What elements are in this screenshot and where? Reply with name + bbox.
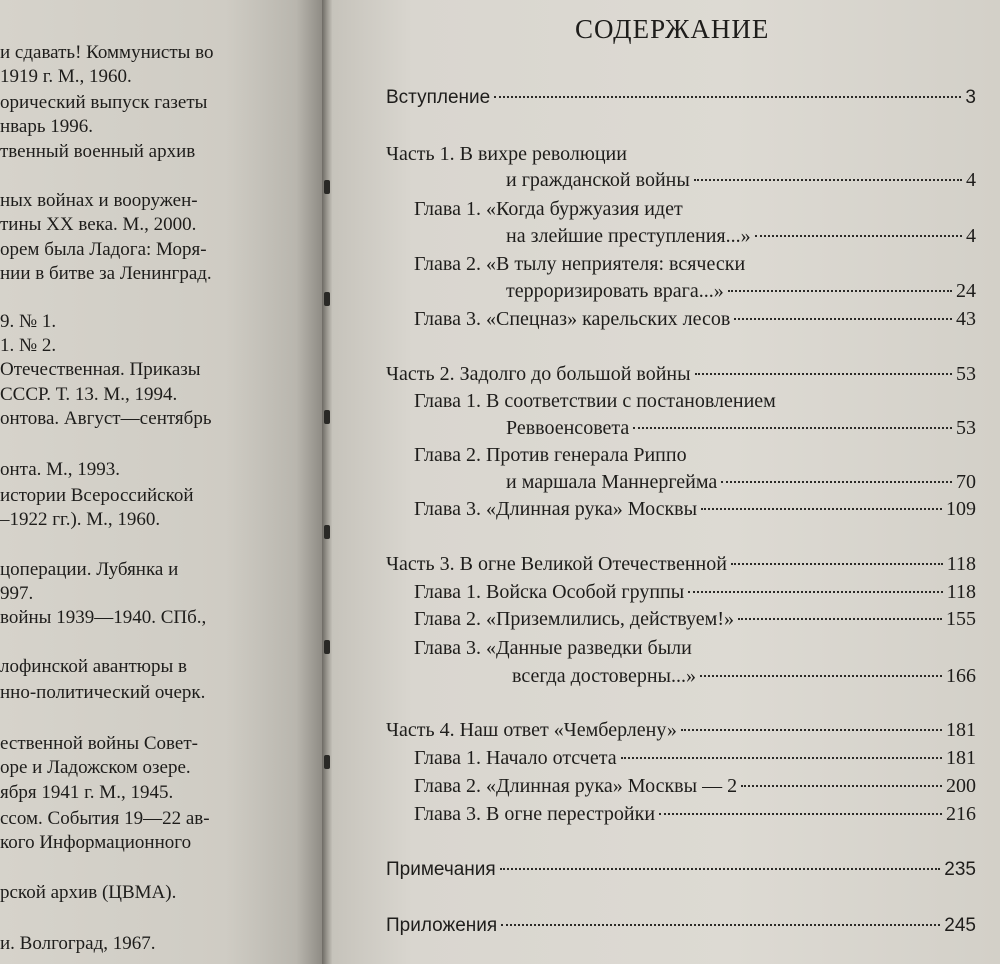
binding-stitch: [324, 755, 330, 769]
toc-page-number: 3: [965, 87, 976, 108]
binding-stitch: [324, 525, 330, 539]
dot-leader: [734, 318, 952, 320]
toc-page-number: 43: [956, 308, 976, 330]
bib-line: СССР. Т. 13. М., 1994.: [0, 384, 178, 405]
toc-chapter: [506, 470, 976, 494]
bib-line: кого Информационного: [0, 832, 192, 853]
toc-entry-intro: [386, 86, 976, 110]
bib-line: нварь 1996.: [0, 116, 93, 137]
dot-leader: [738, 618, 942, 620]
toc-entry-label: Часть 2. Задолго до большой войны: [386, 363, 691, 385]
toc-page-number: 166: [946, 665, 976, 687]
binding-stitch: [324, 410, 330, 424]
toc-part-3: [386, 552, 976, 576]
dot-leader: [721, 481, 952, 483]
dot-leader: [633, 427, 952, 429]
toc-page-number: 4: [966, 169, 976, 191]
toc-entry-label: Глава 2. «Длинная рука» Москвы — 2: [414, 775, 738, 797]
toc-part-4: [386, 718, 976, 742]
bib-line: ября 1941 г. М., 1945.: [0, 782, 174, 803]
binding-stitch: [324, 640, 330, 654]
toc-page-number: 181: [946, 747, 976, 769]
bib-line: онтова. Август—сентябрь: [0, 408, 212, 429]
bib-line: 997.: [0, 583, 34, 604]
toc-chapter: [512, 664, 976, 688]
dot-leader: [688, 591, 943, 593]
toc-part-2: [386, 362, 976, 386]
dot-leader: [700, 675, 942, 677]
toc-chapter-title: Глава 2. Против генерала Риппо: [414, 444, 687, 466]
toc-entry-label: и гражданской войны: [506, 169, 690, 191]
toc-entry-label: терроризировать врага...»: [506, 280, 724, 302]
dot-leader: [659, 813, 942, 815]
toc-page-number: 181: [946, 719, 976, 741]
toc-page-number: 109: [946, 498, 976, 520]
toc-page-number: 155: [946, 608, 976, 630]
toc-entry-label: Глава 1. Войска Особой группы: [414, 581, 685, 603]
toc-chapter: [414, 774, 976, 798]
toc-page-number: 118: [946, 553, 976, 575]
toc-entry-label: Приложения: [386, 915, 498, 936]
toc-entry-label: Часть 3. В огне Великой Отечественной: [386, 553, 727, 575]
toc-entry-label: всегда достоверны...»: [512, 665, 696, 687]
dot-leader: [731, 563, 943, 565]
toc-page-number: 245: [944, 915, 976, 936]
toc-page-number: 4: [966, 225, 976, 247]
dot-leader: [755, 235, 962, 237]
bib-line: ных войнах и вооружен-: [0, 190, 198, 211]
dot-leader: [741, 785, 942, 787]
dot-leader: [701, 508, 942, 510]
toc-entry-label: и маршала Маннергейма: [506, 471, 718, 493]
bib-line: нно-политический очерк.: [0, 682, 206, 703]
toc-entry-label: Часть 4. Наш ответ «Чемберлену»: [386, 719, 677, 741]
toc-entry-label: Глава 2. «Приземлились, действуем!»: [414, 608, 734, 630]
toc-chapter: [414, 497, 976, 521]
toc-chapter: [414, 580, 976, 604]
toc-chapter: [506, 416, 976, 440]
toc-entry-appendix: [386, 914, 976, 938]
book-gutter: [322, 0, 332, 964]
dot-leader: [500, 868, 941, 870]
bib-line: ссом. События 19—22 ав-: [0, 808, 210, 829]
toc-entry-label: Глава 3. В огне перестройки: [414, 803, 656, 825]
toc-entry-label: Глава 1. Начало отсчета: [414, 747, 617, 769]
toc-page-number: 53: [956, 363, 976, 385]
toc-chapter-title: Глава 3. «Данные разведки были: [414, 637, 692, 659]
toc-chapter: [506, 224, 976, 248]
toc-entry-label: Вступление: [386, 87, 491, 108]
toc-page-number: 24: [956, 280, 976, 302]
toc-page-number: 70: [956, 471, 976, 493]
dot-leader: [694, 179, 962, 181]
toc-chapter-title: Глава 1. «Когда буржуазия идет: [414, 198, 683, 220]
bib-line: ественной войны Совет-: [0, 733, 198, 754]
dot-leader: [494, 96, 961, 98]
toc-entry-label: Примечания: [386, 859, 496, 880]
bib-line: лофинской авантюры в: [0, 656, 187, 677]
bib-line: и. Волгоград, 1967.: [0, 933, 156, 954]
bib-line: оре и Ладожском озере.: [0, 757, 191, 778]
toc-page-number: 53: [956, 417, 976, 439]
bib-line: рской архив (ЦВМА).: [0, 882, 177, 903]
bib-line: и сдавать! Коммунисты во: [0, 42, 214, 63]
dot-leader: [681, 729, 942, 731]
bib-line: цоперации. Лубянка и: [0, 559, 179, 580]
bib-line: 1. № 2.: [0, 335, 57, 356]
toc-part-1: [506, 168, 976, 192]
toc-page-number: 118: [946, 581, 976, 603]
toc-chapter: [414, 607, 976, 631]
toc-part-1-title: Часть 1. В вихре революции: [386, 143, 627, 165]
binding-stitch: [324, 180, 330, 194]
toc-chapter: [506, 279, 976, 303]
toc-entry-label: Реввоенсовета: [506, 417, 630, 439]
toc-page-number: 235: [944, 859, 976, 880]
toc-chapter: [414, 802, 976, 826]
toc-page-number: 200: [946, 775, 976, 797]
dot-leader: [621, 757, 942, 759]
dot-leader: [695, 373, 952, 375]
bib-line: орем была Ладога: Моря-: [0, 239, 207, 260]
toc-chapter-title: Глава 1. В соответствии с постановлением: [414, 390, 776, 412]
dot-leader: [501, 924, 940, 926]
bib-line: –1922 гг.). М., 1960.: [0, 509, 161, 530]
left-page-bibliography: [0, 0, 322, 964]
bib-line: войны 1939—1940. СПб.,: [0, 607, 207, 628]
toc-entry-notes: [386, 858, 976, 882]
bib-line: 1919 г. М., 1960.: [0, 66, 132, 87]
bib-line: 9. № 1.: [0, 311, 57, 332]
binding-stitch: [324, 292, 330, 306]
toc-page-number: 216: [946, 803, 976, 825]
toc-chapter-title: Глава 2. «В тылу неприятеля: всячески: [414, 253, 746, 275]
bib-line: нии в битве за Ленинград.: [0, 263, 212, 284]
toc-chapter: [414, 746, 976, 770]
dot-leader: [728, 290, 952, 292]
bib-line: онта. М., 1993.: [0, 459, 121, 480]
page-title: СОДЕРЖАНИЕ: [575, 14, 770, 44]
toc-entry-label: Глава 3. «Длинная рука» Москвы: [414, 498, 698, 520]
bib-line: тины XX века. М., 2000.: [0, 214, 197, 235]
bib-line: орический выпуск газеты: [0, 92, 208, 113]
bib-line: твенный военный архив: [0, 141, 196, 162]
bib-line: Отечественная. Приказы: [0, 359, 201, 380]
toc-entry-label: на злейшие преступления...»: [506, 225, 751, 247]
toc-chapter: [414, 307, 976, 331]
toc-entry-label: Глава 3. «Спецназ» карельских лесов: [414, 308, 731, 330]
bib-line: истории Всероссийской: [0, 485, 194, 506]
